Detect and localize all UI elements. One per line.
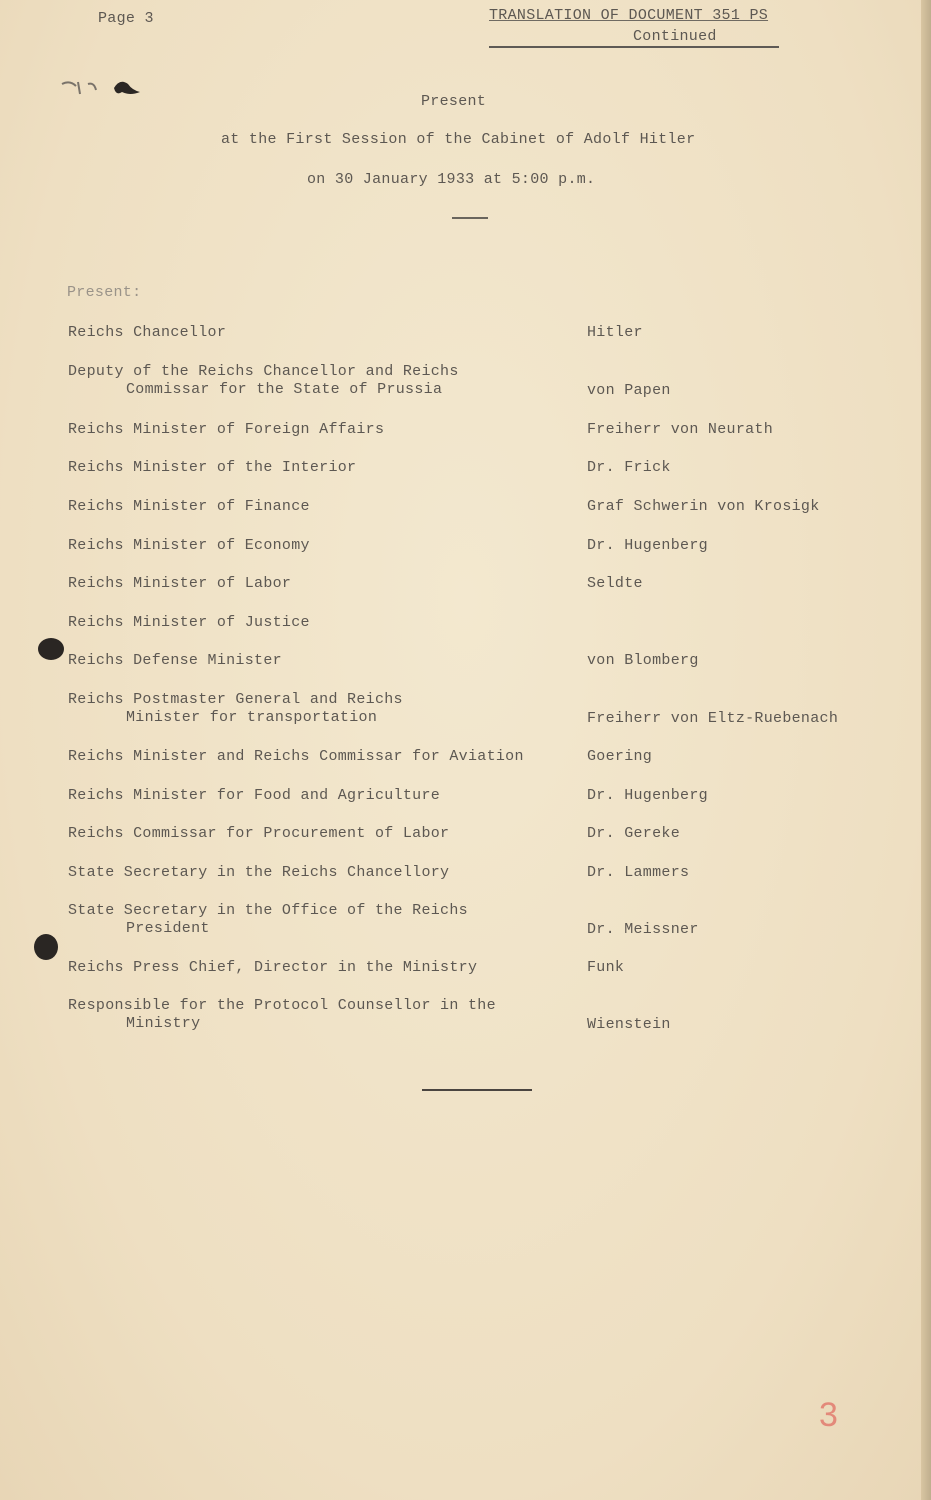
attendee-name: Wienstein: [587, 1016, 671, 1033]
title-separator: [452, 217, 488, 219]
attendee-name: Freiherr von Neurath: [587, 421, 774, 438]
attendee-name: Seldte: [587, 575, 643, 592]
punch-hole-mark: [34, 934, 58, 960]
role-entry: Reichs Minister of Finance: [68, 498, 310, 515]
attendee-name: von Blomberg: [587, 652, 699, 669]
role-entry: State Secretary in the Reichs Chancellory: [68, 864, 450, 881]
role-entry: Reichs Chancellor: [68, 324, 227, 341]
role-entry: Reichs Minister of the Interior: [68, 459, 357, 476]
document-status: Continued: [633, 28, 717, 45]
role-entry: Reichs Press Chief, Director in the Ministry: [68, 959, 478, 976]
attendee-name: Dr. Gereke: [587, 825, 681, 842]
role-entry: Reichs Postmaster General and Reichs Minister for transportation: [68, 691, 403, 726]
page-title: Present: [421, 93, 487, 110]
page-stamp-number: 3: [819, 1396, 838, 1434]
header-rule: [489, 46, 779, 48]
attendee-name: Dr. Meissner: [587, 921, 699, 938]
attendee-name: Dr. Lammers: [587, 864, 690, 881]
attendee-name: Funk: [587, 959, 625, 976]
attendee-name: Dr. Hugenberg: [587, 537, 708, 554]
role-entry: Responsible for the Protocol Counsellor in the Ministry: [68, 997, 496, 1032]
role-entry: Reichs Minister of Foreign Affairs: [68, 421, 385, 438]
attendee-name: von Papen: [587, 382, 671, 399]
attendee-name: Hitler: [587, 324, 643, 341]
role-entry: Reichs Minister of Justice: [68, 614, 310, 631]
role-entry: Reichs Defense Minister: [68, 652, 282, 669]
present-label: Present:: [67, 284, 142, 301]
role-entry: Reichs Minister and Reichs Commissar for Aviation: [68, 748, 524, 765]
end-rule: [422, 1089, 532, 1091]
attendee-name: Dr. Hugenberg: [587, 787, 708, 804]
role-entry: Deputy of the Reichs Chancellor and Reichs Commissar for the State of Prussia: [68, 363, 459, 398]
handwritten-mark-icon: [60, 78, 150, 108]
role-entry: Reichs Minister of Labor: [68, 575, 292, 592]
role-entry: Reichs Minister for Food and Agriculture: [68, 787, 441, 804]
role-entry: Reichs Commissar for Procurement of Labor: [68, 825, 450, 842]
attendee-name: Dr. Frick: [587, 459, 671, 476]
subtitle-line1: at the First Session of the Cabinet of Adolf Hitler: [221, 131, 696, 148]
subtitle-line2: on 30 January 1933 at 5:00 p.m.: [307, 171, 596, 188]
punch-hole-mark: [38, 638, 64, 660]
role-entry: State Secretary in the Office of the Reichs President: [68, 902, 468, 937]
document-title: TRANSLATION OF DOCUMENT 351 PS: [489, 7, 769, 24]
attendee-name: Graf Schwerin von Krosigk: [587, 498, 820, 515]
attendee-name: Goering: [587, 748, 653, 765]
page-label: Page 3: [98, 10, 154, 27]
role-entry: Reichs Minister of Economy: [68, 537, 310, 554]
attendee-name: Freiherr von Eltz-Ruebenach: [587, 710, 839, 727]
